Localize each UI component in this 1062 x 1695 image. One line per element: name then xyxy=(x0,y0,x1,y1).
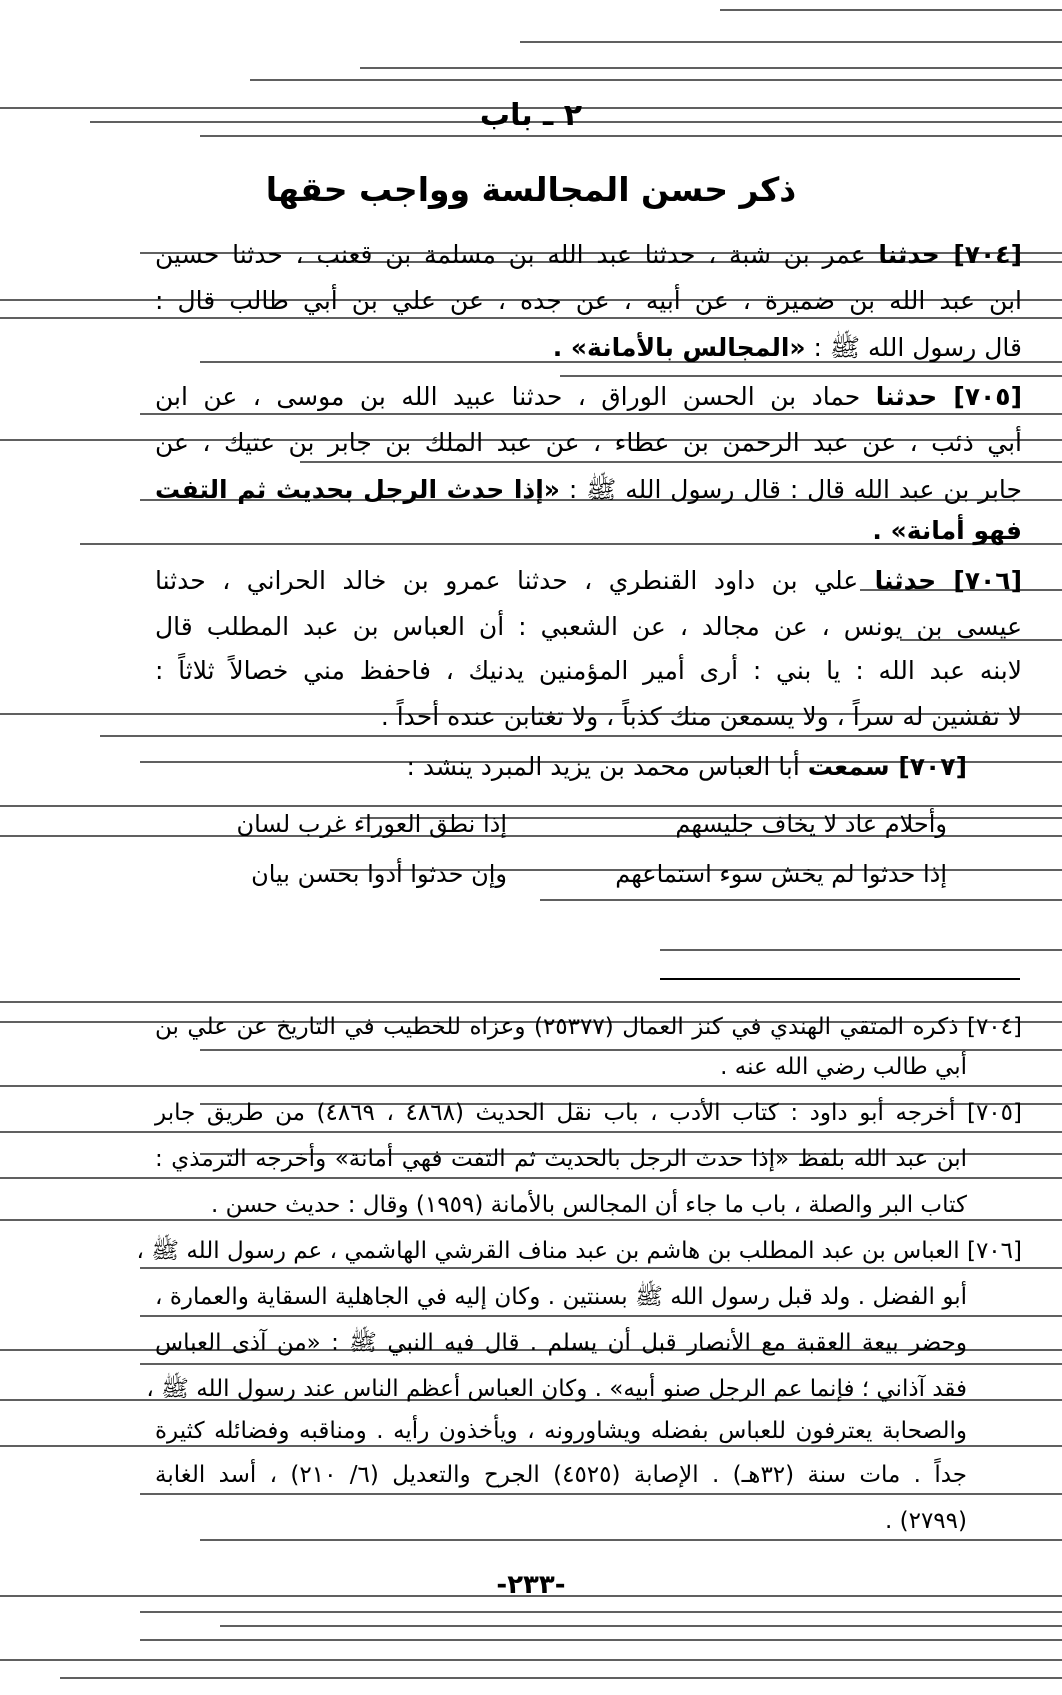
hadith-number-lead: [٧٠٦] حدثنا xyxy=(874,566,1022,595)
footnote-705-line-1: [٧٠٥] أخرجه أبو داود : كتاب الأدب ، باب نقل الحديث (٤٨٦٨ ، ٤٨٦٩) من طريق جابر xyxy=(155,1100,1022,1126)
section-title: ذكر حسن المجالسة وواجب حقها xyxy=(265,170,797,209)
hadith-number-lead: [٧٠٥] حدثنا xyxy=(875,382,1022,411)
text-span: عمر بن شبة ، حدثنا عبد الله بن مسلمة بن قعنب ، حدثنا حسين xyxy=(155,240,866,269)
poem-verse-1-first-hemistich: وأحلام عاد لا يخاف جليسهم xyxy=(675,810,947,838)
footnote-705-line-2: ابن عبد الله بلفظ «إذا حدث الرجل بالحديث ثم التفت فهي أمانة» وأخرجه الترمذي : xyxy=(155,1146,967,1172)
poem-verse-2-first-hemistich: إذا حدثوا لم يخش سوء استماعهم xyxy=(615,860,947,888)
hadith-text: «المجالس بالأمانة» . xyxy=(552,333,806,362)
footnote-706-line-1: [٧٠٦] العباس بن عبد المطلب بن هاشم بن عبد مناف القرشي الهاشمي ، عم رسول الله ﷺ ، xyxy=(136,1238,1022,1264)
paragraph-705-line-3 xyxy=(155,474,1022,511)
page-number: -٢٣٣- xyxy=(496,1570,566,1600)
footnote-706-line-4: فقد آذاني ؛ فإنما عم الرجل صنو أبيه» . وكان العباس أعظم الناس عند رسول الله ﷺ ، xyxy=(146,1376,967,1402)
text-span: حماد بن الحسن الوراق ، حدثنا عبيد الله بن موسى ، عن ابن xyxy=(155,382,861,411)
hadith-text: «إذا حدث الرجل بحديث ثم التفت xyxy=(155,475,560,504)
paragraph-706-line-3: لابنه عبد الله : يا بني : أرى أمير المؤمنين يدنيك ، فاحفظ مني خصالاً ثلاثاً : xyxy=(155,656,1022,685)
paragraph-706-line-2: عيسى بن يونس ، عن مجالد ، عن الشعبي : أن العباس بن عبد المطلب قال xyxy=(155,612,1022,641)
footnote-separator xyxy=(660,978,1020,980)
hadith-number-lead: [٧٠٧] سمعت xyxy=(807,752,967,781)
footnote-706-line-2: أبو الفضل . ولد قبل رسول الله ﷺ بسنتين . وكان إليه في الجاهلية السقاية والعمارة ، xyxy=(155,1284,967,1310)
paragraph-704-line-1 xyxy=(155,240,1022,269)
text-span: قال رسول الله ﷺ : xyxy=(813,333,1022,362)
footnote-704-line-1: [٧٠٤] ذكره المتقي الهندي في كنز العمال (٢٥٣٧٧) وعزاه للخطيب في التاريخ عن علي بن xyxy=(155,1014,1022,1040)
footnote-706-line-3: وحضر بيعة العقبة مع الأنصار قبل أن يسلم . قال فيه النبي ﷺ : «من آذى العباس xyxy=(155,1330,967,1356)
chapter-heading: ٢ ـ باب xyxy=(479,98,583,133)
paragraph-704-line-2: ابن عبد الله بن ضميرة ، عن أبيه ، عن جده ، عن علي بن أبي طالب قال : xyxy=(155,286,1022,315)
poem-verse-1-second-hemistich: إذا نطق العوراء غرب لسان xyxy=(236,810,507,838)
paragraph-705-line-2: أبي ذئب ، عن عبد الرحمن بن عطاء ، عن عبد الملك بن جابر بن عتيك ، عن xyxy=(155,428,1022,457)
paragraph-707-line-1 xyxy=(155,752,967,781)
footnote-704-line-2: أبي طالب رضي الله عنه . xyxy=(720,1054,967,1080)
paragraph-704-line-3 xyxy=(155,332,1022,369)
poem-verse-2-second-hemistich: وإن حدثوا أدوا بحسن بيان xyxy=(251,860,507,888)
paragraph-706-line-1 xyxy=(155,566,1022,595)
footnote-706-line-5: والصحابة يعترفون للعباس بفضله ويشاورونه ، ويأخذون رأيه . ومناقبه وفضائله كثيرة xyxy=(155,1418,967,1444)
hadith-number-lead: [٧٠٤] حدثنا xyxy=(878,240,1022,269)
text-span: أبا العباس محمد بن يزيد المبرد ينشد : xyxy=(406,752,800,781)
paragraph-706-line-4: لا تفشين له سراً ، ولا يسمعن منك كذباً ، ولا تغتابن عنده أحداً . xyxy=(380,702,1022,731)
footnote-705-line-3: كتاب البر والصلة ، باب ما جاء أن المجالس بالأمانة (١٩٥٩) وقال : حديث حسن . xyxy=(210,1192,967,1218)
paragraph-705-line-1 xyxy=(155,382,1022,411)
text-span: علي بن داود القنطري ، حدثنا عمرو بن خالد الحراني ، حدثنا xyxy=(155,566,859,595)
footnote-706-line-6: جداً . مات سنة (٣٢هـ) . الإصابة (٤٥٢٥) الجرح والتعديل (٦/ ٢١٠) ، أسد الغابة xyxy=(155,1462,967,1488)
footnote-706-line-7: (٢٧٩٩) . xyxy=(884,1508,967,1534)
paragraph-705-line-4: فهو أمانة» . xyxy=(872,516,1022,545)
text-span: جابر بن عبد الله قال : قال رسول الله ﷺ : xyxy=(568,475,1022,504)
